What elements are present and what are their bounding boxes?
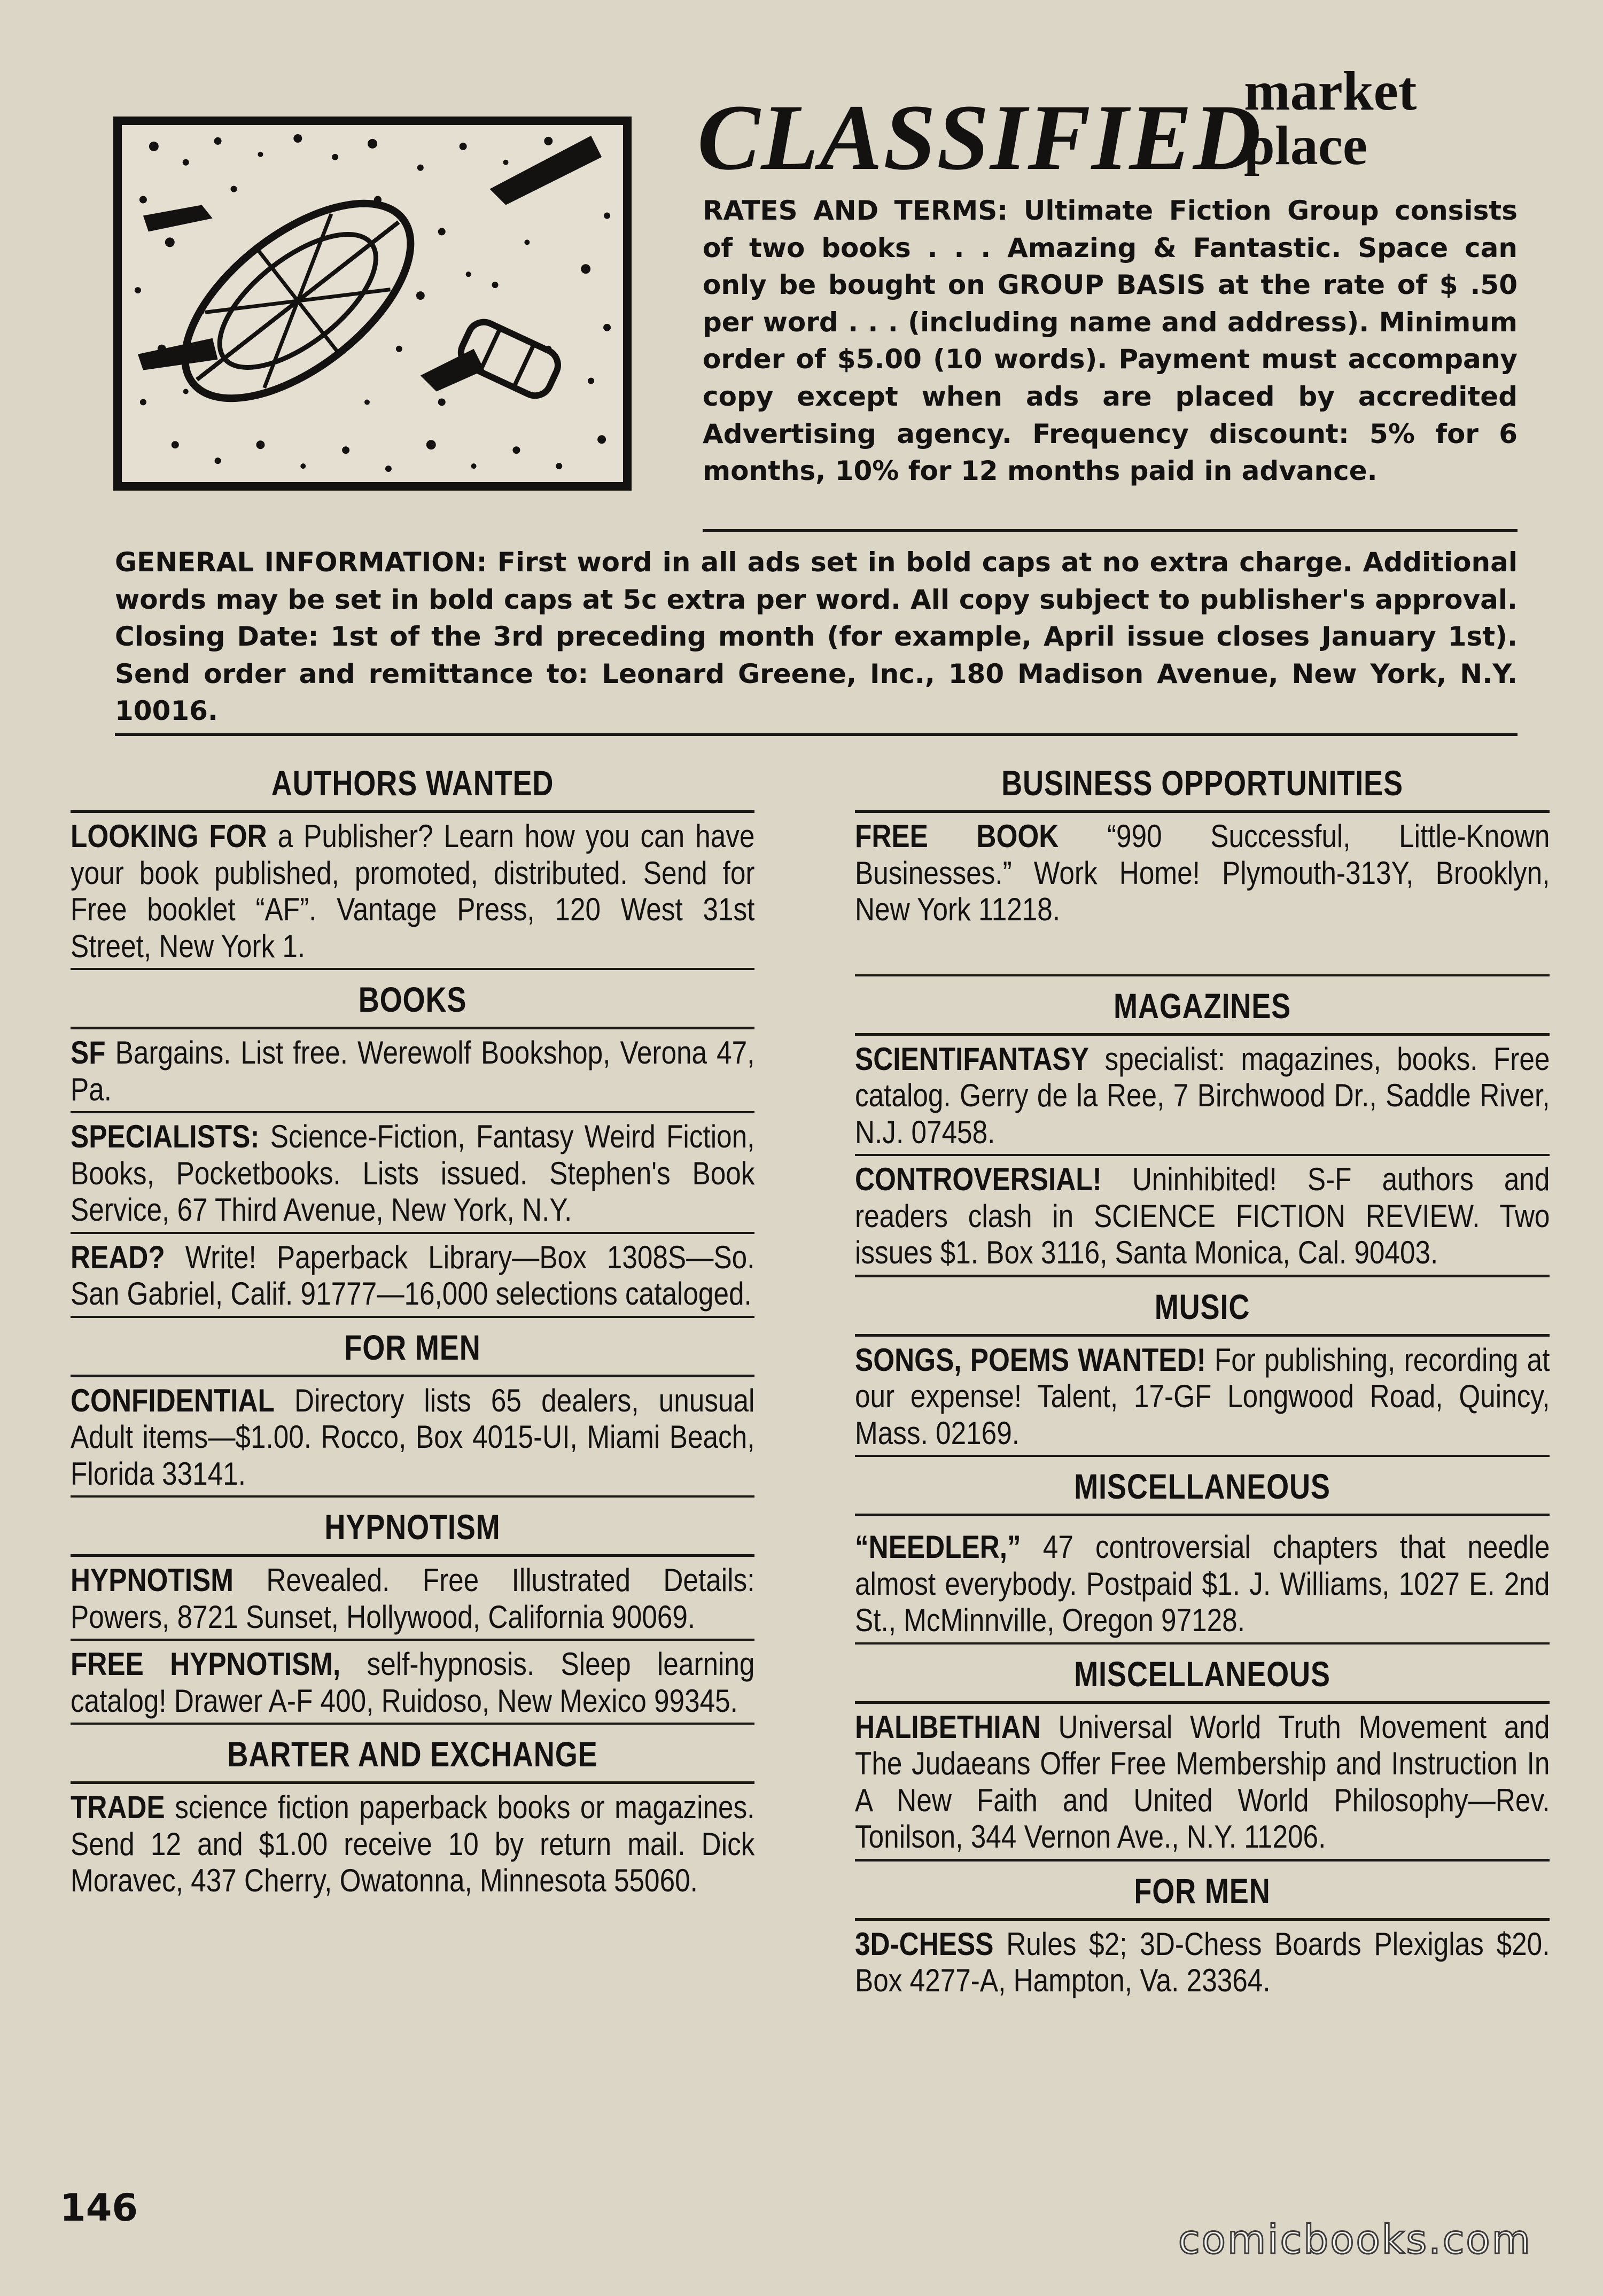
ad-text: 47 controversial chapters that needle almost everybody. Postpaid $1. J. Williams, 1027 E. 2nd St., McMinnville, Oregon 97128. (855, 1529, 1550, 1638)
left-column (71, 759, 754, 1899)
divider (855, 1918, 1550, 1921)
divider (71, 1723, 754, 1725)
divider (71, 1554, 754, 1557)
ad-text: “990 Successful, Little-Known Businesses.” Work Home! Plymouth-313Y, Brooklyn, New York 11218. (855, 818, 1550, 927)
divider (71, 1781, 754, 1784)
divider (855, 1859, 1550, 1861)
divider (855, 1334, 1550, 1337)
divider (71, 1639, 754, 1641)
divider (71, 1232, 754, 1234)
section-heading: MAGAZINES (1113, 986, 1291, 1026)
page-number: 146 (60, 2186, 138, 2230)
section-heading: FOR MEN (344, 1327, 481, 1367)
classified-ad (855, 1709, 1550, 1856)
classified-ad (71, 1239, 754, 1313)
classified-ad (71, 1383, 754, 1493)
divider (855, 810, 1550, 813)
section-heading: FOR MEN (1134, 1871, 1271, 1911)
classified-ad (71, 1646, 754, 1719)
ad-text: Science-Fiction, Fantasy Weird Fiction, Books, Pocketbooks. Lists issued. Stephen's Book Service, 67 Third Avenue, New York, N.Y. (71, 1119, 755, 1228)
classified-ad (71, 1562, 754, 1635)
divider (703, 529, 1518, 532)
divider (71, 1027, 754, 1029)
divider (855, 1033, 1550, 1036)
divider (115, 733, 1518, 736)
ad-lead: FREE BOOK (855, 818, 1059, 854)
ad-text: Directory lists 65 dealers, unusual Adult items—$1.00. Rocco, Box 4015-UI, Miami Beach, Florida 33141. (71, 1382, 755, 1492)
section-heading: MISCELLANEOUS (1074, 1654, 1330, 1694)
divider (855, 1701, 1550, 1704)
divider (71, 1111, 754, 1113)
ad-text: Rules $2; 3D-Chess Boards Plexiglas $20. Box 4277-A, Hampton, Va. 23364. (855, 1926, 1550, 1998)
right-column (855, 759, 1550, 1999)
watermark: comicbooks.com (1178, 2217, 1532, 2263)
divider (71, 810, 754, 813)
spacer (855, 1522, 1550, 1529)
ad-text: Bargains. List free. Werewolf Bookshop, Verona 47, Pa. (71, 1035, 755, 1107)
classified-ad (71, 1035, 754, 1108)
subtitle-line-1: market (1244, 60, 1417, 122)
classified-ad (71, 818, 754, 965)
ad-lead: HALIBETHIAN (855, 1709, 1041, 1745)
ad-lead: LOOKING FOR (71, 818, 267, 854)
divider (855, 1154, 1550, 1156)
ad-lead: CONFIDENTIAL (71, 1382, 275, 1418)
classified-ad (855, 1342, 1550, 1452)
ad-lead: FREE HYPNOTISM, (71, 1646, 341, 1682)
ad-lead: SONGS, POEMS WANTED! (855, 1341, 1206, 1378)
classified-ad (855, 818, 1550, 928)
ad-lead: “NEEDLER,” (855, 1529, 1021, 1565)
classified-ad (71, 1789, 754, 1899)
ad-text: science fiction paperback books or magazines. Send 12 and $1.00 receive 10 by return mail. Dick Moravec, 437 Cherry, Owatonna, Minnesota 55060. (71, 1789, 755, 1898)
classified-ad (855, 1161, 1550, 1271)
general-information: GENERAL INFORMATION: First word in all ads set in bold caps at no extra charge. Additional words may be set in bold caps at 5c extra per word. All copy subject to publisher's approval. Closing Date: 1st of the 3rd preceding month (for example, April issue closes January 1st). Send order and remittance to: Leonard Greene, Inc., 180 Madison Avenue, New York, N.Y. 10016. (115, 547, 1518, 726)
spaceship-illustration (113, 117, 632, 491)
divider (71, 1316, 754, 1318)
page-subtitle (1244, 60, 1417, 176)
divider (855, 1455, 1550, 1457)
page-title: CLASSIFIED (697, 86, 1262, 190)
ad-text: Write! Paperback Library—Box 1308S—So. San Gabriel, Calif. 91777—16,000 selections cataloged. (71, 1239, 755, 1312)
ad-lead: SF (71, 1035, 106, 1071)
classified-ad (71, 1119, 754, 1229)
spacer (855, 928, 1550, 971)
ad-text: specialist: magazines, books. Free catalog. Gerry de la Ree, 7 Birchwood Dr., Saddle River, N.J. 07458. (855, 1041, 1550, 1150)
ad-text: Uninhibited! S-F authors and readers clash in SCIENCE FICTION REVIEW. Two issues $1. Box 3116, Santa Monica, Cal. 90403. (855, 1161, 1550, 1270)
ad-text: For publishing, recording at our expense! Talent, 17-GF Longwood Road, Quincy, Mass. 02169. (855, 1341, 1550, 1451)
ad-text: Universal World Truth Movement and The Judaeans Offer Free Membership and Instruction In A New Faith and United World Philosophy—Rev. Tonilson, 344 Vernon Ave., N.Y. 11206. (855, 1709, 1550, 1855)
section-heading: BUSINESS OPPORTUNITIES (1001, 763, 1403, 803)
divider (855, 1275, 1550, 1277)
classified-ad (855, 1926, 1550, 1999)
section-heading: AUTHORS WANTED (271, 763, 554, 803)
ad-lead: SPECIALISTS: (71, 1119, 260, 1154)
section-heading: HYPNOTISM (324, 1507, 501, 1547)
ad-text: self-hypnosis. Sleep learning catalog! Drawer A-F 400, Ruidoso, New Mexico 99345. (71, 1646, 755, 1719)
ad-lead: HYPNOTISM (71, 1562, 234, 1598)
divider (855, 1642, 1550, 1645)
section-heading: MISCELLANEOUS (1074, 1467, 1330, 1506)
divider (71, 1375, 754, 1377)
ad-lead: CONTROVERSIAL! (855, 1161, 1102, 1197)
divider (855, 974, 1550, 976)
section-heading: MUSIC (1154, 1286, 1250, 1327)
subtitle-line-2: place (1244, 114, 1368, 176)
classified-ad (855, 1529, 1550, 1639)
ad-text: Revealed. Free Illustrated Details: Powers, 8721 Sunset, Hollywood, California 90069. (71, 1562, 755, 1635)
ad-lead: TRADE (71, 1789, 165, 1825)
divider (71, 1495, 754, 1498)
section-heading: BOOKS (358, 980, 467, 1019)
rates-and-terms: RATES AND TERMS: Ultimate Fiction Group consists of two books . . . Amazing & Fantastic. Space can only be bought on GROUP BASIS at the rate of $ .50 per word . . . (including name and address). Minimum order of $5.00 (10 words). Payment must accompany copy except when ads are placed by accredited Advertising agency. Frequency discount: 5% for 6 months, 10% for 12 months paid in advance. (703, 195, 1518, 487)
ad-text: a Publisher? Learn how you can have your book published, promoted, distributed. Send for Free booklet “AF”. Vantage Press, 120 West 31st Street, New York 1. (71, 818, 755, 964)
classified-ad (855, 1041, 1550, 1151)
divider (71, 968, 754, 970)
divider (855, 1514, 1550, 1516)
ad-lead: READ? (71, 1239, 165, 1275)
ad-lead: 3D-CHESS (855, 1926, 994, 1962)
ad-lead: SCIENTIFANTASY (855, 1041, 1089, 1077)
spaceship-and-rockets-illustration (122, 125, 623, 482)
section-heading: BARTER AND EXCHANGE (227, 1734, 598, 1774)
